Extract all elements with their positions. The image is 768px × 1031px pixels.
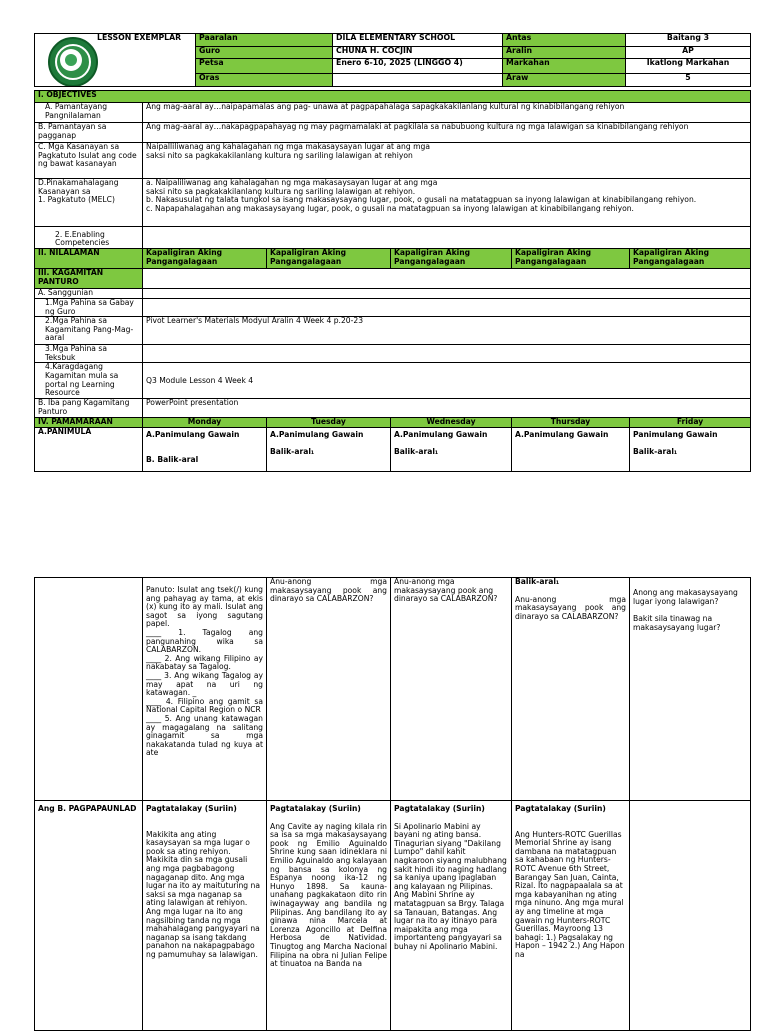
- row1-friday: [630, 578, 751, 801]
- lesson-main-table: [34, 90, 751, 472]
- row1-friday-q1: Anong ang makasaysayang lugar iyong lalawigan?: [633, 588, 738, 606]
- sanggunian-text: [143, 289, 751, 299]
- karagdagang-label: 4.Karagdagang Kagamitan mula sa portal ng Learning Resource: [35, 363, 143, 399]
- melc-label: D.Pinakamahalagang Kasanayan sa 1. Pagkatuto (MELC): [35, 179, 143, 227]
- row2-wednesday-text: Si Apolinario Mabini ay bayani ng ating bansa. Tinagurian siyang "Dakilang Lumpo" dahil kahit nagkaroon siyang malubhang sakit hindi ito naging hadlang sa kaniya upang ipaglaban ang kalayaan ng Pilipinas. Ang Mabini Shrine ay matatagpuan sa Brgy. Talaga sa Tanauan, Batangas. Ang lugar na ito ay itinayo para maipakita ang mga importanteng pangyayari sa buhay ni Apolinario Mabini.: [394, 821, 507, 951]
- nilalaman-cell-4: Kapaligiran Aking Pangangalagaan: [512, 249, 630, 269]
- label-oras: Oras: [196, 74, 333, 87]
- nilalaman-heading: II. NILALAMAN: [35, 249, 143, 269]
- objective-label-c: C. Mga Kasanayan sa Pagkatuto Isulat ang code ng bawat kasanayan: [35, 143, 143, 179]
- gabay-text: [143, 299, 751, 317]
- value-markahan: Ikatlong Markahan: [626, 59, 751, 74]
- value-paaralan: DILA ELEMENTARY SCHOOL: [333, 34, 503, 47]
- panimula-friday-2: Balik-aral₁: [633, 447, 678, 457]
- row1-thursday: [512, 578, 630, 801]
- value-antas: Baitang 3: [626, 34, 751, 47]
- page-2: [34, 577, 750, 1024]
- objective-label-b: B. Pamantayan sa pagganap: [35, 123, 143, 143]
- melc-line-c: c. Napapahalagahan ang makasaysayang lugar, pook, o gusali na matatagpuan sa inyong lalawigan at kinabibilangang rehiyon.: [146, 203, 634, 213]
- row2-monday: [143, 801, 267, 1031]
- kagamitang-label: 2.Mga Pahina sa Kagamitang Pang-Mag-aaral: [35, 317, 143, 345]
- value-araw: 5: [626, 74, 751, 87]
- row2-thursday-head: Pagtatalakay (Suriin): [515, 804, 606, 813]
- row2-thursday-text: Ang Hunters-ROTC Guerillas Memorial Shrine ay isang dambana na matatagpuan sa kahabaan ng Hunters-ROTC Avenue 6th Street, Barangay San Juan, Cainta, Rizal. Ito nagpapaalala sa at mga kabayanihan ng ating mga ninuno. Ang mga mural ay ang timeline at mga gawain ng Hunters-ROTC Guerillas. Mayroong 13 bahagi: 1.) Pagsalakay ng Hapon – 1942 2.) Ang Hapon na: [515, 829, 625, 959]
- objective-text-c: Naipalliliwanag ang kahalagahan ng mga makasaysayan lugar at ang mga saksi nito sa pagkakakilanlang kultura ng sariling lalawigan at rehiyon: [143, 143, 751, 179]
- kagamitang-text: Pivot Learner's Materials Modyul Aralin 4 Week 4 p.20-23: [143, 317, 751, 345]
- lesson-header: [34, 33, 751, 87]
- enabling-text: [143, 227, 751, 249]
- row2-monday-head: Pagtatalakay (Suriin): [146, 804, 237, 813]
- karagdagang-text: Q3 Module Lesson 4 Week 4: [143, 363, 751, 399]
- pagpapaunlad-label: Ang B. PAGPAPAUNLAD: [35, 801, 143, 1031]
- panimula-tuesday: [267, 427, 391, 471]
- iba-pang-text: PowerPoint presentation: [143, 399, 751, 417]
- row1-thursday-text: Anu-anong mga makasaysayang pook ang dinarayo sa CALABARZON?: [515, 594, 626, 621]
- panimula-thursday-1: A.Panimulang Gawain: [515, 429, 609, 439]
- panimula-thursday: [512, 427, 630, 471]
- row2-monday-text: Makikita ang ating kasaysayan sa mga lugar o pook sa ating rehiyon. Makikita din sa mga gusali ang mga pagbabagong nagaganap dito. Ang mga lugar na ito ay maituturing na saksi sa mga naganap sa ating lalawigan at rehiyon. Ang mga lugar na ito ang nagsilbing tanda ng mga mahahalagang pangyayari na naganap sa isang takdang panahon na nakapagpabago ng pamumuhay sa lalawigan.: [146, 829, 261, 959]
- teksbuk-text: [143, 345, 751, 363]
- sanggunian-label: A. Sanggunian: [35, 289, 143, 299]
- day-friday: Friday: [630, 417, 751, 427]
- melc-line-a: a. Naipaliliwanag ang kahalagahan ng mga makasaysayan lugar at ang mga: [146, 178, 438, 187]
- value-petsa: Enero 6-10, 2025 (LINGGO 4): [333, 59, 503, 74]
- teksbuk-label: 3.Mga Pahina sa Teksbuk: [35, 345, 143, 363]
- day-thursday: Thursday: [512, 417, 630, 427]
- row2-tuesday: [267, 801, 391, 1031]
- panimula-wednesday: [391, 427, 512, 471]
- row2-friday: [630, 801, 751, 1031]
- kagamitan-heading-blank: [143, 269, 751, 289]
- page-1: [34, 33, 750, 511]
- kagamitan-heading: III. KAGAMITAN PANTURO: [35, 269, 143, 289]
- row2-wednesday-head: Pagtatalakay (Suriin): [394, 804, 485, 813]
- label-paaralan: Paaralan: [196, 34, 333, 47]
- objective-text-a: Ang mag-aaral ay…naipapamalas ang pag- unawa at pagpapahalaga sapagkakakilanlang kultural ng kinabibilangang rehiyon: [143, 103, 751, 123]
- label-antas: Antas: [503, 34, 626, 47]
- label-guro: Guro: [196, 46, 333, 59]
- row2-tuesday-head: Pagtatalakay (Suriin): [270, 804, 361, 813]
- objective-label-a: A. Pamantayang Pangnilalaman: [35, 103, 143, 123]
- panimula-monday-2: B. Balik-aral: [146, 455, 199, 465]
- value-guro: CHUNA H. COCJIN: [333, 46, 503, 59]
- melc-line-b: b. Nakasusulat ng talata tungkol sa isang makasaysayang lugar, pook, o gusali na matatagpuan sa inyong lalawigan at kinabibilangang rehiyon.: [146, 195, 697, 205]
- day-monday: Monday: [143, 417, 267, 427]
- lesson-title: LESSON EXEMPLAR: [97, 33, 182, 42]
- row2-tuesday-text: Ang Cavite ay naging kilala rin sa isa sa mga makasaysayang pook ng Emilio Aguinaldo Shrine kung saan idineklara ni Emilio Aguinaldo ang kalayaan ng bansa sa kolonya ng Espanya noong ika-12 ng Hunyo 1898. Sa kauna-unahang pagkakataon dito rin iwinagayway ang bandila ng Pilipinas. Ang bandilang ito ay ginawa nina Marcela at Lorenza Agoncillo at Delfina Herbosa de Natividad. Tinugtog ang Marcha Nacional Filipina na obra ni Julian Felipe at tinuatoa na Banda na: [270, 821, 387, 969]
- panimula-tuesday-2: Balik-aral₁: [270, 447, 315, 457]
- panimula-wednesday-2: Balik-aral₁: [394, 447, 439, 457]
- iba-pang-label: B. Iba pang Kagamitang Panturo: [35, 399, 143, 417]
- objectives-heading: I. OBJECTIVES: [35, 91, 751, 103]
- row1-thursday-head: Balik-aral₁: [515, 577, 560, 586]
- panimula-monday-1: A.Panimulang Gawain: [146, 429, 240, 439]
- day-tuesday: Tuesday: [267, 417, 391, 427]
- nilalaman-cell-1: Kapaligiran Aking Pangangalagaan: [143, 249, 267, 269]
- row2-wednesday: [391, 801, 512, 1031]
- row1-monday-quiz: Panuto: Isulat ang tsek(/) kung ang pahayag ay tama, at ekis (x) kung ito ay mali. Isulat ang sagot sa iyong sagutang papel. ____ 1. Tagalog ang pangunahing wika sa CALABARZON. ____ 2. Ang wikang Filipino ay nakabatay sa Tagalog. ____ 3. Ang wikang Tagalog ay may apat na uri ng katawagan. _ ____ 4. Filipino ang gamit sa National Capital Region o NCR ____ 5. Ang unang katawagan ay magagalang na salitang ginagamit sa mga nakakatanda tulad ng kuya at ate: [143, 578, 267, 801]
- row2-thursday: [512, 801, 630, 1031]
- enabling-label: 2. E.Enabling Competencies: [35, 227, 143, 249]
- objective-text-b: Ang mag-aaral ay…nakapagpapahayag ng may pagmamalaki at pagkilala sa nabubuong kultura ng mga lalawigan sa kinabibilangang rehiyon: [143, 123, 751, 143]
- school-seal-icon: [48, 37, 98, 87]
- label-markahan: Markahan: [503, 59, 626, 74]
- panimula-wednesday-1: A.Panimulang Gawain: [394, 429, 488, 439]
- nilalaman-cell-3: Kapaligiran Aking Pangangalagaan: [391, 249, 512, 269]
- gabay-label: 1.Mga Pahina sa Gabay ng Guro: [35, 299, 143, 317]
- panimula-monday: [143, 427, 267, 471]
- row1-friday-q2: Bakit sila tinawag na makasaysayang lugar?: [633, 614, 721, 632]
- lesson-continued-table: [34, 577, 751, 1031]
- row1-label: [35, 578, 143, 801]
- pamamaraan-heading: IV. PAMAMARAAN: [35, 417, 143, 427]
- value-oras: [333, 74, 503, 87]
- value-aralin: AP: [626, 46, 751, 59]
- label-aralin: Aralin: [503, 46, 626, 59]
- panimula-label: A.PANIMULA: [35, 427, 143, 471]
- day-wednesday: Wednesday: [391, 417, 512, 427]
- nilalaman-cell-5: Kapaligiran Aking Pangangalagaan: [630, 249, 751, 269]
- header-logo-cell: [35, 34, 196, 87]
- melc-line-a2: saksi nito sa pagkakakilanlang kultura ng sariling lalawigan at rehiyon.: [146, 186, 416, 196]
- melc-text: [143, 179, 751, 227]
- panimula-friday: [630, 427, 751, 471]
- panimula-tuesday-1: A.Panimulang Gawain: [270, 429, 364, 439]
- row1-tuesday: Anu-anong mga makasaysayang pook ang dinarayo sa CALABARZON?: [267, 578, 391, 801]
- label-araw: Araw: [503, 74, 626, 87]
- row1-wednesday: Anu-anong mga makasaysayang pook ang dinarayo sa CALABARZON?: [391, 578, 512, 801]
- label-petsa: Petsa: [196, 59, 333, 74]
- nilalaman-cell-2: Kapaligiran Aking Pangangalagaan: [267, 249, 391, 269]
- panimula-friday-1: Panimulang Gawain: [633, 429, 718, 439]
